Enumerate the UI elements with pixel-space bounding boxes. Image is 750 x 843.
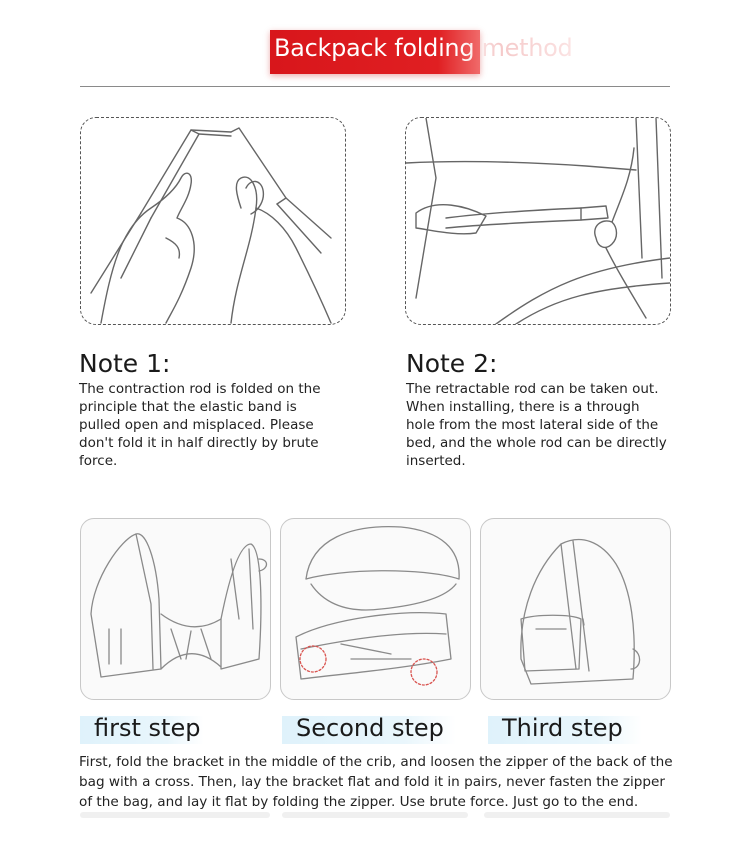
illustration-fold-rod: [80, 117, 346, 325]
step-3-label: Third step: [488, 714, 642, 746]
illustration-remove-rod: [405, 117, 671, 325]
title-divider: [80, 86, 670, 87]
faint-divider: [484, 812, 670, 818]
steps-description: First, fold the bracket in the middle of the crib, and loosen the zipper of the back of the bag with a cross. Then, lay the bracket flat and fold it in pairs, never fasten the zipper of the bag, and lay it flat by folding the zipper. Use brute force. Just go to the end.: [79, 754, 673, 810]
note-2-text: The retractable rod can be taken out. When installing, there is a through hole from the most lateral side of the bed, and the whole rod can be directly inserted.: [406, 381, 667, 469]
step-2-image: [280, 518, 471, 700]
step-1-label: first step: [80, 714, 204, 746]
page-title: Backpack folding method: [274, 34, 573, 62]
note-1-text: The contraction rod is folded on the principle that the elastic band is pulled open and misplaced. Please don't fold it in half directly by brute force.: [79, 381, 321, 469]
faint-divider: [80, 812, 270, 818]
note-1-heading: Note 1:: [79, 349, 171, 378]
page-title-banner: [270, 30, 590, 74]
step-3-image: [480, 518, 671, 700]
step-2-label: Second step: [282, 714, 456, 746]
note-2-heading: Note 2:: [406, 349, 498, 378]
step-1-image: [80, 518, 271, 700]
faint-divider: [282, 812, 468, 818]
